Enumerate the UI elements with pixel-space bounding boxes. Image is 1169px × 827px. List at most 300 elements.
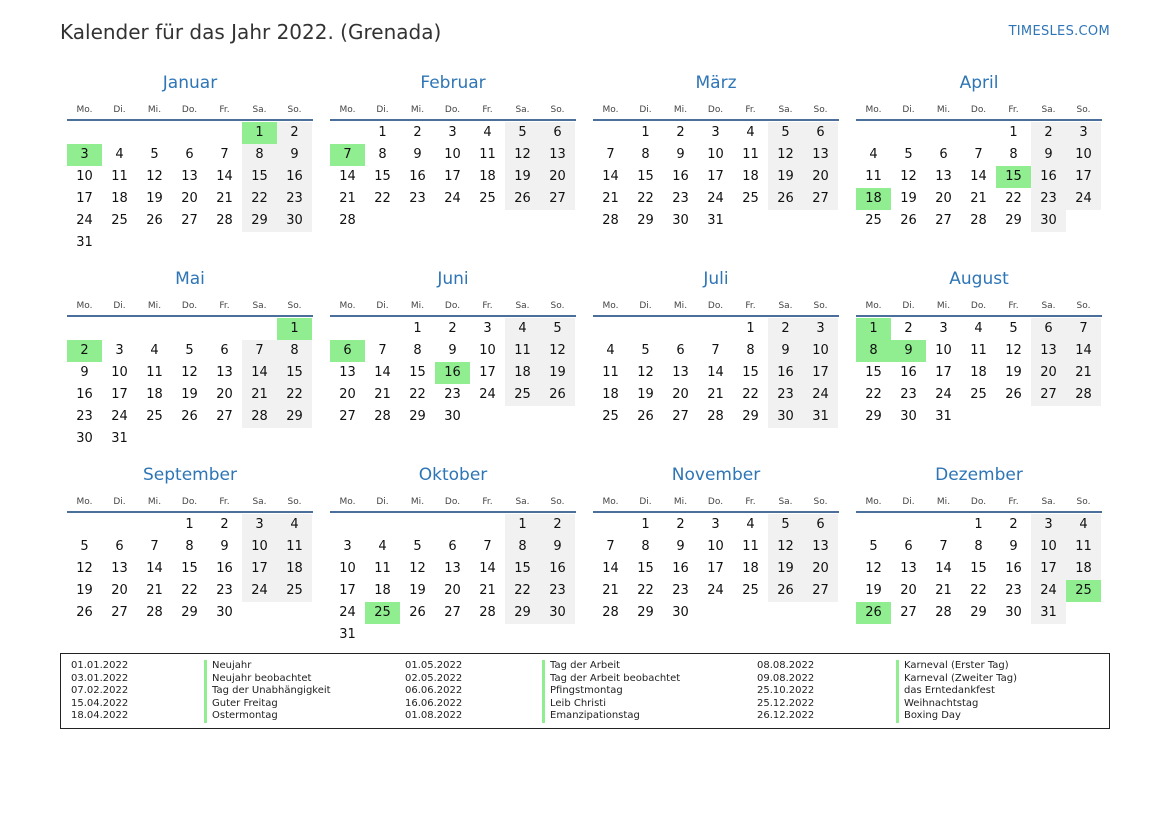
weekday-header: Mo. [865, 301, 882, 311]
day-cell: 15 [181, 561, 198, 576]
day-cell: 19 [1005, 365, 1022, 380]
header-divider [330, 119, 576, 121]
day-cell: 26 [540, 384, 575, 406]
day-cell: 16 [277, 166, 312, 188]
day-cell: 19 [900, 191, 917, 206]
weekday-header: Do. [444, 497, 461, 507]
weekday-header: Mo. [602, 497, 619, 507]
month-name: Oktober [418, 465, 488, 485]
day-cell: 20 [444, 583, 461, 598]
weekday-header: Do. [707, 301, 724, 311]
day-cell: 22 [374, 191, 391, 206]
day-cell: 17 [935, 365, 952, 380]
weekday-header: Mi. [147, 105, 162, 115]
day-cell: 10 [707, 147, 724, 162]
weekday-header: Sa. [252, 497, 267, 507]
day-cell: 25 [111, 213, 128, 228]
day-cell: 14 [374, 365, 391, 380]
holiday-day-cell: 1 [856, 318, 891, 340]
day-cell: 21 [339, 191, 356, 206]
day-cell: 6 [115, 539, 124, 554]
day-cell: 1 [641, 125, 650, 140]
weekday-header: Sa. [778, 105, 793, 115]
holiday-date: 15.04.2022 [71, 697, 129, 709]
day-cell: 22 [505, 580, 540, 602]
day-cell: 25 [277, 580, 312, 602]
day-cell: 22 [409, 387, 426, 402]
holiday-day-cell: 8 [856, 340, 891, 362]
page-title: Kalender für das Jahr 2022. (Grenada) [60, 20, 442, 44]
weekday-header: Di. [113, 301, 126, 311]
weekday-header: Di. [376, 301, 389, 311]
day-cell: 25 [146, 409, 163, 424]
month-name: Juli [703, 269, 729, 289]
day-cell: 20 [181, 191, 198, 206]
day-cell: 18 [742, 169, 759, 184]
day-cell: 27 [900, 605, 917, 620]
day-cell: 29 [865, 409, 882, 424]
month-name: Januar [162, 73, 218, 93]
day-cell: 8 [277, 340, 312, 362]
weekday-header: Do. [444, 301, 461, 311]
day-cell: 12 [900, 169, 917, 184]
day-cell: 11 [865, 169, 882, 184]
weekday-header: So. [550, 301, 565, 311]
day-cell: 11 [742, 147, 759, 162]
day-cell: 21 [242, 384, 277, 406]
day-cell: 22 [865, 387, 882, 402]
site-link[interactable]: TIMESLES.COM [1008, 24, 1110, 39]
day-cell: 27 [803, 580, 838, 602]
day-cell: 26 [637, 409, 654, 424]
day-cell: 4 [150, 343, 159, 358]
weekday-header: Mo. [865, 497, 882, 507]
day-cell: 28 [242, 406, 277, 428]
holiday-list [60, 653, 1110, 729]
day-cell: 29 [242, 210, 277, 232]
weekday-header: Mi. [936, 105, 951, 115]
month-name: Februar [420, 73, 486, 93]
holiday-day-cell: 26 [856, 602, 891, 624]
day-cell: 25 [742, 191, 759, 206]
day-cell: 28 [602, 213, 619, 228]
weekday-header: Mo. [339, 301, 356, 311]
day-cell: 23 [540, 580, 575, 602]
day-cell: 29 [277, 406, 312, 428]
day-cell: 26 [900, 213, 917, 228]
day-cell: 9 [768, 340, 803, 362]
weekday-header: Do. [181, 301, 198, 311]
weekday-header: Do. [970, 497, 987, 507]
day-cell: 11 [146, 365, 163, 380]
day-cell: 13 [803, 144, 838, 166]
day-cell: 3 [939, 321, 948, 336]
day-cell: 12 [540, 340, 575, 362]
day-cell: 14 [216, 169, 233, 184]
weekday-header: Fr. [219, 497, 230, 507]
day-cell: 4 [746, 517, 755, 532]
month-mai [67, 269, 313, 459]
day-cell: 9 [413, 147, 422, 162]
day-cell: 3 [1031, 514, 1066, 536]
day-cell: 25 [970, 387, 987, 402]
weekday-header: Sa. [778, 301, 793, 311]
day-cell: 4 [115, 147, 124, 162]
day-cell: 24 [76, 213, 93, 228]
day-cell: 19 [409, 583, 426, 598]
weekday-header: So. [1076, 497, 1091, 507]
day-cell: 7 [974, 147, 983, 162]
holiday-date-column [71, 660, 128, 723]
day-cell: 29 [409, 409, 426, 424]
day-cell: 12 [1005, 343, 1022, 358]
weekday-header: Mi. [673, 301, 688, 311]
day-cell: 2 [768, 318, 803, 340]
weekday-header: So. [550, 497, 565, 507]
day-cell: 3 [448, 125, 457, 140]
day-cell: 30 [672, 605, 689, 620]
day-cell: 8 [378, 147, 387, 162]
holiday-day-cell: 1 [277, 318, 312, 340]
holiday-name: Ostermontag [204, 710, 331, 723]
day-cell: 19 [146, 191, 163, 206]
header-divider [67, 119, 313, 121]
day-cell: 29 [637, 213, 654, 228]
day-cell: 3 [711, 517, 720, 532]
day-cell: 27 [181, 213, 198, 228]
holiday-date: 18.04.2022 [71, 710, 129, 722]
day-cell: 21 [970, 191, 987, 206]
weekday-header: Mi. [673, 105, 688, 115]
holiday-name: Weihnachtstag [896, 698, 1017, 711]
day-cell: 26 [505, 188, 540, 210]
holiday-date-column [757, 660, 814, 723]
day-cell: 21 [602, 191, 619, 206]
weekday-header: So. [813, 301, 828, 311]
month-name: Mai [175, 269, 205, 289]
day-cell: 22 [970, 583, 987, 598]
month-name: Juni [437, 269, 469, 289]
day-cell: 10 [111, 365, 128, 380]
day-cell: 15 [637, 561, 654, 576]
day-cell: 17 [1031, 558, 1066, 580]
day-cell: 4 [483, 125, 492, 140]
day-cell: 28 [146, 605, 163, 620]
weekday-header: Fr. [745, 497, 756, 507]
weekday-header: Mo. [76, 105, 93, 115]
day-cell: 25 [505, 384, 540, 406]
weekday-header: Fr. [482, 301, 493, 311]
weekday-header: Sa. [1041, 105, 1056, 115]
day-cell: 20 [111, 583, 128, 598]
day-cell: 10 [707, 539, 724, 554]
day-cell: 29 [970, 605, 987, 620]
holiday-date: 09.08.2022 [757, 672, 815, 684]
weekday-header: Mi. [410, 301, 425, 311]
day-cell: 11 [374, 561, 391, 576]
day-cell: 27 [935, 213, 952, 228]
header-divider [330, 511, 576, 513]
day-cell: 12 [505, 144, 540, 166]
day-cell: 18 [277, 558, 312, 580]
day-cell: 23 [76, 409, 93, 424]
day-cell: 12 [865, 561, 882, 576]
month-name: September [143, 465, 237, 485]
day-cell: 7 [939, 539, 948, 554]
weekday-header: Mo. [339, 497, 356, 507]
day-cell: 9 [676, 147, 685, 162]
holiday-name: Neujahr [204, 660, 331, 673]
day-cell: 3 [242, 514, 277, 536]
day-cell: 26 [1005, 387, 1022, 402]
day-cell: 8 [746, 343, 755, 358]
day-cell: 7 [378, 343, 387, 358]
day-cell: 8 [974, 539, 983, 554]
day-cell: 23 [1031, 188, 1066, 210]
day-cell: 17 [479, 365, 496, 380]
day-cell: 6 [540, 122, 575, 144]
day-cell: 17 [707, 561, 724, 576]
holiday-name: Leib Christi [542, 698, 680, 711]
day-cell: 24 [935, 387, 952, 402]
holiday-day-cell: 2 [67, 340, 102, 362]
day-cell: 1 [505, 514, 540, 536]
day-cell: 17 [707, 169, 724, 184]
day-cell: 16 [1005, 561, 1022, 576]
day-cell: 10 [479, 343, 496, 358]
day-cell: 15 [970, 561, 987, 576]
day-cell: 5 [768, 122, 803, 144]
day-cell: 9 [220, 539, 229, 554]
day-cell: 8 [641, 539, 650, 554]
day-cell: 12 [768, 144, 803, 166]
weekday-header: Fr. [219, 301, 230, 311]
month-name: November [671, 465, 761, 485]
month-november [593, 465, 839, 655]
day-cell: 5 [413, 539, 422, 554]
day-cell: 11 [505, 340, 540, 362]
day-cell: 10 [1031, 536, 1066, 558]
day-cell: 1 [378, 125, 387, 140]
day-cell: 27 [444, 605, 461, 620]
day-cell: 18 [602, 387, 619, 402]
day-cell: 18 [111, 191, 128, 206]
weekday-header: Do. [444, 105, 461, 115]
month-august [856, 269, 1102, 459]
day-cell: 5 [80, 539, 89, 554]
day-cell: 4 [378, 539, 387, 554]
holiday-day-cell: 7 [330, 144, 365, 166]
day-cell: 23 [216, 583, 233, 598]
day-cell: 29 [742, 409, 759, 424]
weekday-header: Mo. [76, 497, 93, 507]
day-cell: 28 [970, 213, 987, 228]
day-cell: 10 [339, 561, 356, 576]
day-cell: 31 [935, 409, 952, 424]
day-cell: 26 [768, 580, 803, 602]
day-cell: 18 [1066, 558, 1101, 580]
day-cell: 9 [676, 539, 685, 554]
day-cell: 21 [935, 583, 952, 598]
day-cell: 30 [1031, 210, 1066, 232]
day-cell: 7 [242, 340, 277, 362]
day-cell: 24 [707, 583, 724, 598]
weekday-header: Mo. [602, 301, 619, 311]
day-cell: 21 [479, 583, 496, 598]
day-cell: 24 [1031, 580, 1066, 602]
day-cell: 18 [479, 169, 496, 184]
day-cell: 14 [602, 561, 619, 576]
day-cell: 3 [803, 318, 838, 340]
day-cell: 15 [742, 365, 759, 380]
day-cell: 19 [768, 166, 803, 188]
day-cell: 7 [150, 539, 159, 554]
day-cell: 31 [339, 627, 356, 642]
day-cell: 12 [768, 536, 803, 558]
day-cell: 21 [374, 387, 391, 402]
day-cell: 14 [479, 561, 496, 576]
day-cell: 27 [111, 605, 128, 620]
day-cell: 24 [339, 605, 356, 620]
day-cell: 9 [277, 144, 312, 166]
day-cell: 22 [637, 191, 654, 206]
day-cell: 30 [277, 210, 312, 232]
day-cell: 2 [1009, 517, 1018, 532]
holiday-date: 26.12.2022 [757, 710, 815, 722]
day-cell: 20 [339, 387, 356, 402]
day-cell: 26 [76, 605, 93, 620]
weekday-header: So. [813, 497, 828, 507]
weekday-header: Fr. [482, 497, 493, 507]
weekday-header: Di. [902, 105, 915, 115]
day-cell: 2 [413, 125, 422, 140]
day-cell: 14 [242, 362, 277, 384]
holiday-name-column [896, 660, 1017, 723]
day-cell: 20 [803, 166, 838, 188]
day-cell: 13 [181, 169, 198, 184]
holiday-day-cell: 25 [365, 602, 400, 624]
day-cell: 27 [540, 188, 575, 210]
day-cell: 22 [242, 188, 277, 210]
day-cell: 4 [869, 147, 878, 162]
day-cell: 16 [540, 558, 575, 580]
weekday-header: So. [550, 105, 565, 115]
day-cell: 2 [448, 321, 457, 336]
day-cell: 26 [181, 409, 198, 424]
day-cell: 14 [602, 169, 619, 184]
month-januar [67, 73, 313, 263]
weekday-header: Fr. [1008, 301, 1019, 311]
day-cell: 20 [672, 387, 689, 402]
month-name: August [949, 269, 1009, 289]
day-cell: 2 [540, 514, 575, 536]
day-cell: 15 [374, 169, 391, 184]
holiday-date: 06.06.2022 [405, 685, 463, 697]
header-divider [330, 315, 576, 317]
day-cell: 3 [115, 343, 124, 358]
day-cell: 10 [242, 536, 277, 558]
day-cell: 16 [409, 169, 426, 184]
day-cell: 28 [935, 605, 952, 620]
day-cell: 23 [672, 191, 689, 206]
day-cell: 28 [602, 605, 619, 620]
day-cell: 11 [479, 147, 496, 162]
holiday-day-cell: 3 [67, 144, 102, 166]
day-cell: 17 [803, 362, 838, 384]
day-cell: 8 [641, 147, 650, 162]
day-cell: 28 [216, 213, 233, 228]
day-cell: 27 [803, 188, 838, 210]
day-cell: 15 [242, 166, 277, 188]
day-cell: 18 [970, 365, 987, 380]
month-juni [330, 269, 576, 459]
holiday-name: Neujahr beobachtet [204, 673, 331, 686]
day-cell: 27 [216, 409, 233, 424]
day-cell: 19 [76, 583, 93, 598]
day-cell: 2 [676, 517, 685, 532]
day-cell: 13 [900, 561, 917, 576]
day-cell: 24 [707, 191, 724, 206]
holiday-name: Tag der Unabhängigkeit [204, 685, 331, 698]
day-cell: 19 [865, 583, 882, 598]
header-divider [593, 315, 839, 317]
day-cell: 30 [672, 213, 689, 228]
day-cell: 15 [505, 558, 540, 580]
day-cell: 23 [768, 384, 803, 406]
day-cell: 13 [339, 365, 356, 380]
day-cell: 3 [711, 125, 720, 140]
day-cell: 19 [768, 558, 803, 580]
holiday-name-column [204, 660, 331, 723]
day-cell: 7 [606, 147, 615, 162]
day-cell: 10 [76, 169, 93, 184]
day-cell: 18 [742, 561, 759, 576]
day-cell: 6 [803, 122, 838, 144]
day-cell: 19 [181, 387, 198, 402]
holiday-name: Emanzipationstag [542, 710, 680, 723]
day-cell: 24 [1066, 188, 1101, 210]
header-divider [593, 119, 839, 121]
month-juli [593, 269, 839, 459]
holiday-date-column [405, 660, 462, 723]
day-cell: 29 [505, 602, 540, 624]
weekday-header: Sa. [515, 497, 530, 507]
day-cell: 12 [409, 561, 426, 576]
day-cell: 28 [707, 409, 724, 424]
weekday-header: So. [287, 105, 302, 115]
day-cell: 18 [374, 583, 391, 598]
day-cell: 1 [1009, 125, 1018, 140]
day-cell: 11 [277, 536, 312, 558]
day-cell: 11 [602, 365, 619, 380]
day-cell: 1 [413, 321, 422, 336]
day-cell: 7 [711, 343, 720, 358]
day-cell: 19 [540, 362, 575, 384]
day-cell: 13 [111, 561, 128, 576]
day-cell: 9 [1009, 539, 1018, 554]
day-cell: 6 [676, 343, 685, 358]
day-cell: 24 [444, 191, 461, 206]
day-cell: 20 [216, 387, 233, 402]
day-cell: 17 [111, 387, 128, 402]
day-cell: 14 [1066, 340, 1101, 362]
day-cell: 4 [277, 514, 312, 536]
day-cell: 20 [900, 583, 917, 598]
day-cell: 8 [185, 539, 194, 554]
holiday-name: Pfingstmontag [542, 685, 680, 698]
day-cell: 19 [505, 166, 540, 188]
weekday-header: So. [287, 497, 302, 507]
